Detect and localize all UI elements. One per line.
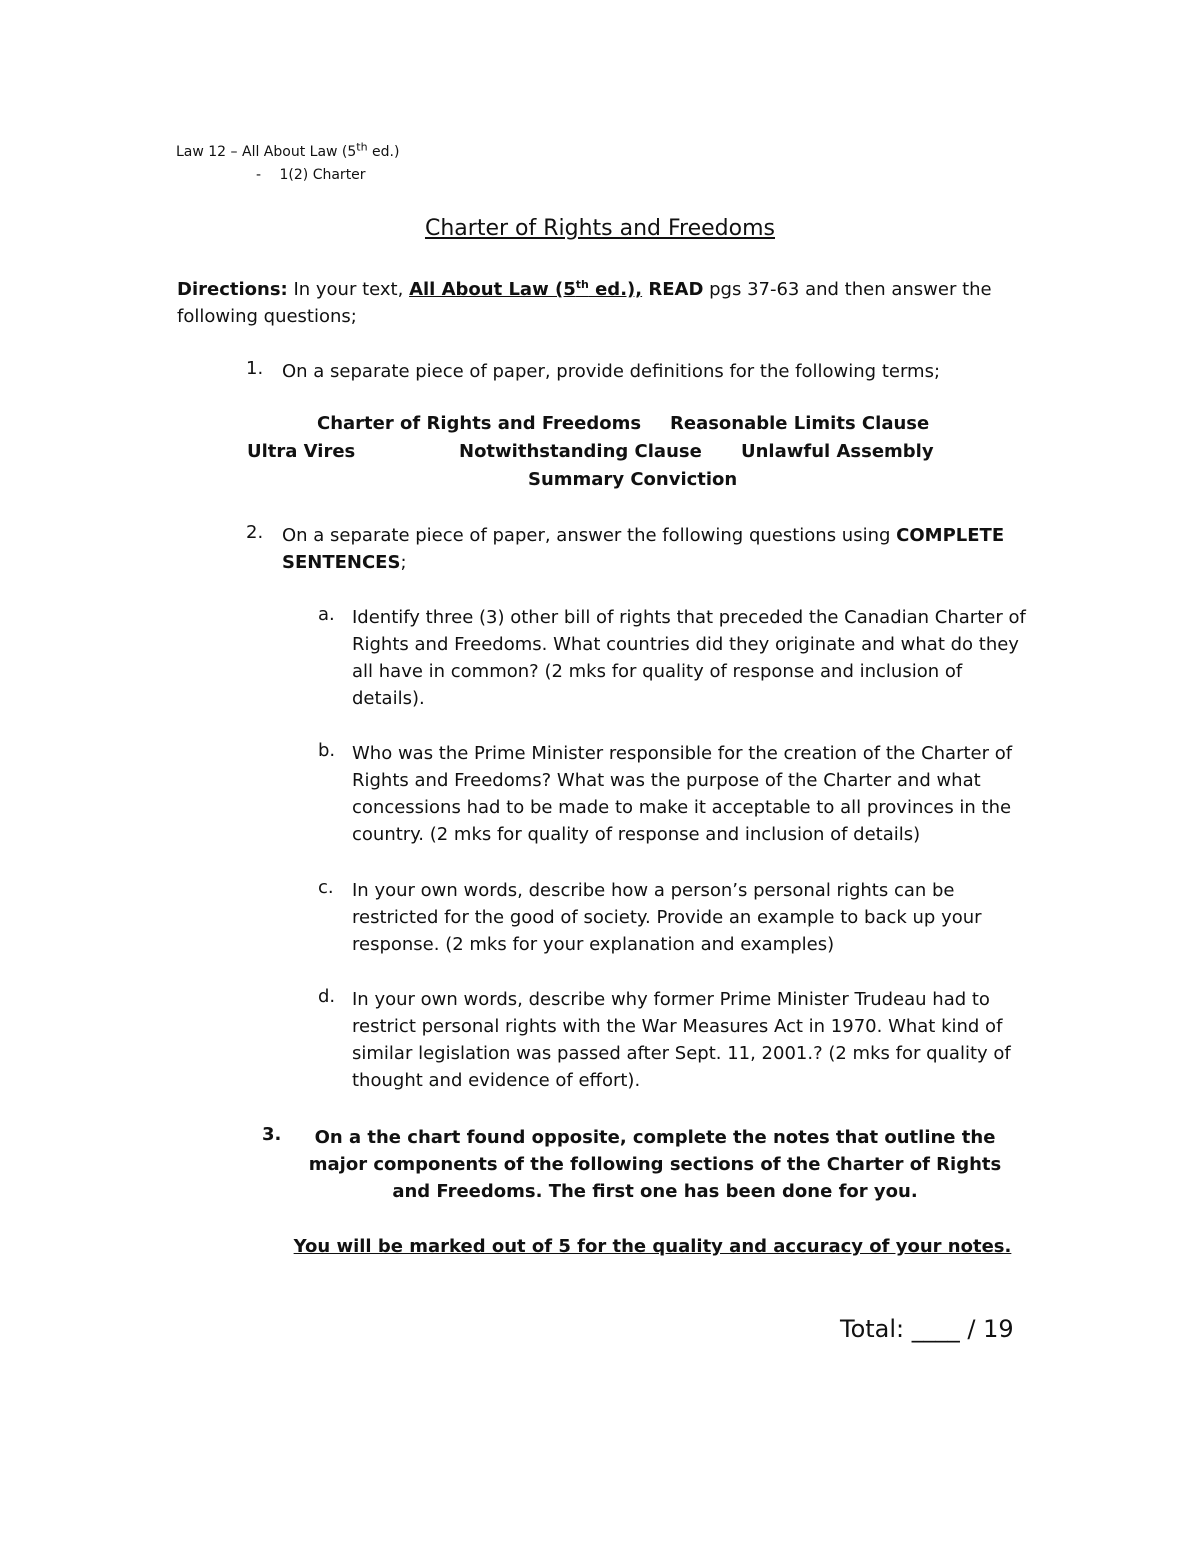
- question-2b-text: Who was the Prime Minister responsible for the creation of the Charter of Rights and Freedoms? What was the purpose of the Charter and what concessions had to be made to make it acceptable to all provinces in the country. (2 mks for quality of response and inclusion of details): [352, 743, 1013, 845]
- question-1-number: 1.: [246, 358, 264, 379]
- page-title: Charter of Rights and Freedoms: [424, 216, 775, 241]
- marking-note: You will be marked out of 5 for the quality and accuracy of your notes.: [293, 1236, 1012, 1257]
- term-ultra-vires: Ultra Vires: [247, 441, 356, 462]
- term-unlawful-assembly: Unlawful Assembly: [741, 441, 934, 462]
- term-notwithstanding: Notwithstanding Clause: [459, 441, 702, 462]
- question-2-number: 2.: [246, 522, 264, 543]
- question-3-text: On a the chart found opposite, complete the notes that outline the major components of the following sections of the Charter of Rights and Freedoms. The first one has been done for you.: [308, 1127, 1002, 1202]
- question-2a-text: Identify three (3) other bill of rights that preceded the Canadian Charter of Rights and Freedoms. What countries did they originate and what do they all have in common? (2 mks for quality of response and inclusion of details).: [352, 607, 1026, 709]
- question-2-text: On a separate piece of paper, answer the following questions using COMPLETE SENTENCES;: [282, 525, 1005, 573]
- question-2c-letter: c.: [318, 877, 334, 898]
- course-header: Law 12 – All About Law (5th ed.): [176, 140, 400, 160]
- unit-subheader: - 1(2) Charter: [256, 167, 366, 183]
- score-blank: ____: [911, 1315, 960, 1343]
- question-2c-text: In your own words, describe how a person’s personal rights can be restricted for the good of society. Provide an example to back up your response. (2 mks for your explanation and examples): [352, 880, 982, 955]
- total-score: Total: ____ / 19: [840, 1315, 1014, 1343]
- question-3-number: 3.: [262, 1124, 282, 1145]
- question-2a-letter: a.: [318, 604, 335, 625]
- question-2b-letter: b.: [318, 740, 336, 761]
- question-2d-text: In your own words, describe why former Prime Minister Trudeau had to restrict personal rights with the War Measures Act in 1970. What kind of similar legislation was passed after Sept. 11, 2001.? (2 mks for quality of thought and evidence of effort).: [352, 989, 1011, 1091]
- term-summary-conviction: Summary Conviction: [528, 469, 738, 490]
- term-reasonable-limits: Reasonable Limits Clause: [670, 413, 930, 434]
- book-title: All About Law (5th ed.),: [409, 278, 643, 300]
- question-1-text: On a separate piece of paper, provide definitions for the following terms;: [282, 361, 941, 382]
- term-charter: Charter of Rights and Freedoms: [317, 413, 642, 434]
- directions-paragraph: Directions: In your text, All About Law (5th ed.), READ pgs 37-63 and then answer the following questions;: [177, 278, 992, 327]
- question-2d-letter: d.: [318, 986, 336, 1007]
